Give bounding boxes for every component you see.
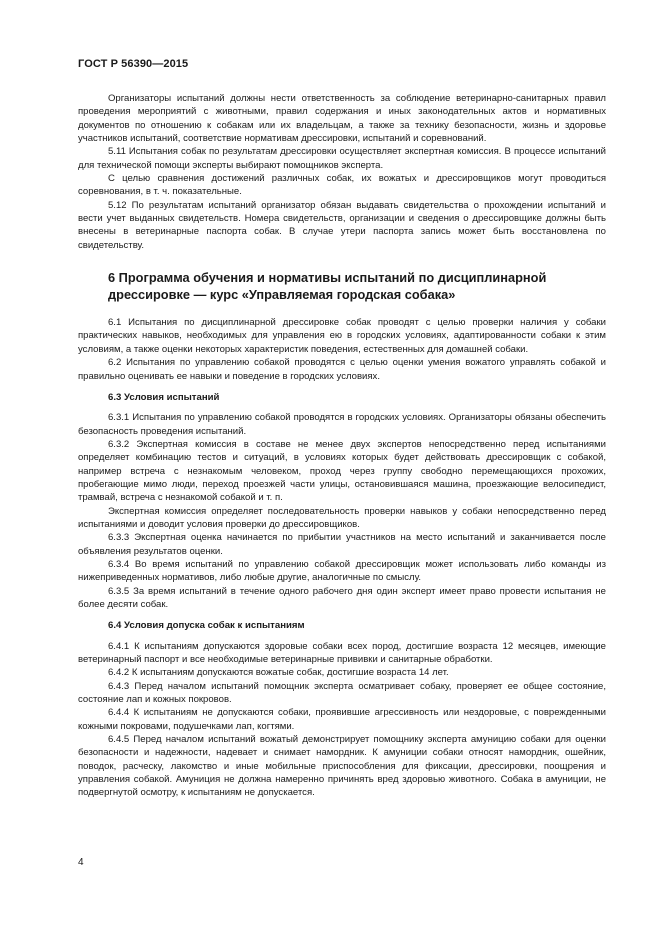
paragraph-6-3-2: 6.3.2 Экспертная комиссия в составе не менее двух экспертов непосредственно перед испытаниями определяет комбинацию тестов и ситуаций, в условиях которых будет действовать дрессировщик с собакой, например встреча с незнакомым человеком, проход через группу свободно перемещающихся прохожих, пробегающие мимо люди, переход проезжей части улицы, остановившаяся машина, проезжающие велосипедист, трамвай, встреча с незнакомой собакой и т. п. bbox=[78, 438, 606, 504]
paragraph-6-2: 6.2 Испытания по управлению собакой проводятся с целью оценки умения вожатого управлять собакой и правильно оценивать ее навыки и поведение в городских условиях. bbox=[78, 357, 606, 382]
page-body bbox=[78, 92, 606, 800]
paragraph-6-3-1: 6.3.1 Испытания по управлению собакой проводятся в городских условиях. Организаторы обязаны обеспечить безопасность проведения испытаний. bbox=[78, 412, 606, 437]
paragraph-organizers-responsibility: Организаторы испытаний должны нести ответственность за соблюдение ветеринарно-санитарных правил проведения мероприятий с животными, правил содержания и иных законодательных актов и нормативных документов по отношению к собакам или их владельцам, а также за технику безопасности, жизнь и здоровье участников испытаний, соответствие нормативам дрессировки, испытаний и соревнований. bbox=[78, 93, 606, 145]
paragraph-6-3-2-continued: Экспертная комиссия определяет последовательность проверки навыков у собаки непосредственно перед испытаниями и доводит условия проверки до дрессировщиков. bbox=[78, 505, 606, 530]
paragraph-6-3-5: 6.3.5 За время испытаний в течение одного рабочего дня один эксперт имеет право провести испытания не более десяти собак. bbox=[78, 585, 606, 610]
subsection-6-3-heading: 6.3 Условия испытаний bbox=[108, 391, 220, 403]
paragraph-6-3-4: 6.3.4 Во время испытаний по управлению собакой дрессировщик может использовать либо команды из нижеприведенных нормативов, либо любые другие, аналогичные по смыслу. bbox=[78, 558, 606, 584]
paragraph-6-3-3: 6.3.3 Экспертная оценка начинается по прибытии участников на место испытаний и заканчивается после объявления результатов оценки. bbox=[78, 532, 606, 557]
paragraph-6-4-2: 6.4.2 К испытаниям допускаются вожатые собак, достигшие возраста 14 лет. bbox=[108, 667, 449, 679]
paragraph-6-4-4: 6.4.4 К испытаниям не допускаются собаки, проявившие агрессивность или нездоровые, с поврежденными кожными покровами, подушечками лап, когтями. bbox=[78, 707, 606, 732]
paragraph-6-4-1: 6.4.1 К испытаниям допускаются здоровые собаки всех пород, достигшие возраста 12 месяцев, имеющие ветеринарный паспорт и все необходимые ветеринарные прививки и санитарные обработки. bbox=[78, 640, 606, 666]
paragraph-6-4-5: 6.4.5 Перед началом испытаний вожатый демонстрирует помощнику эксперта амуницию собаки для оценки безопасности и надежности, надевает и снимает намордник. К амуниции собаки относят намордник, ошейник, поводок, расческу, лакомство и иные мобильные приспособления для фиксации, дрессировки, поощрения и управления собакой. Амуниция не должна намеренно причинять вред здоровью животного. Собака в амуниции, не подвергнутой осмотру, к испытаниям не допускается. bbox=[78, 734, 606, 799]
page-number: 4 bbox=[78, 857, 84, 868]
subsection-6-4-heading: 6.4 Условия допуска собак к испытаниям bbox=[108, 620, 305, 632]
section-6-heading: 6 Программа обучения и нормативы испытаний по дисциплинарной дрессировке — курс «Управляемая городская собака» bbox=[108, 270, 547, 302]
paragraph-6-4-3: 6.4.3 Перед началом испытаний помощник эксперта осматривает собаку, проверяет ее общее состояние, состояние лап и кожных покровов. bbox=[78, 680, 606, 706]
paragraph-5-12: 5.12 По результатам испытаний организатор обязан выдавать свидетельства о прохождении испытаний и вести учет выданных свидетельств. Номера свидетельств, организации и сведения о дрессировщике должны быть внесены в ветеринарные паспорта собак. В случае утери паспорта запись может быть восстановлена по свидетельству. bbox=[78, 199, 606, 251]
paragraph-competitions: С целью сравнения достижений различных собак, их вожатых и дрессировщиков могут проводиться соревнования, в т. ч. показательные. bbox=[78, 173, 606, 198]
document-header-id: ГОСТ Р 56390—2015 bbox=[78, 58, 189, 70]
paragraph-5-11: 5.11 Испытания собак по результатам дрессировки осуществляет экспертная комиссия. В процессе испытаний для технической помощи эксперты выбирают помощников эксперта. bbox=[78, 146, 606, 171]
paragraph-6-1: 6.1 Испытания по дисциплинарной дрессировке собак проводят с целью проверки наличия у собаки практических навыков, необходимых для управления ею в городских условиях, адаптированности собаки к этим условиям, а также оценки некоторых характеристик поведения, естественных для домашней собаки. bbox=[78, 317, 606, 355]
